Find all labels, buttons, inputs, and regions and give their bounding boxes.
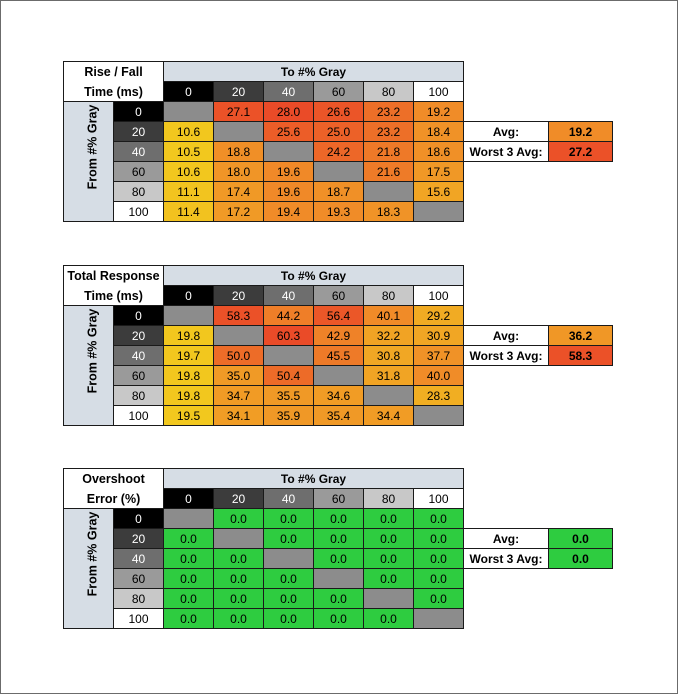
data-cell: 18.8 [213,141,264,162]
data-cell: 27.1 [213,101,264,122]
x-axis-header: To #% Gray [163,468,464,489]
data-cell: 0.0 [413,508,464,529]
table-title [63,61,164,102]
stat-value: 27.2 [548,141,613,162]
data-cell: 30.9 [413,325,464,346]
stat-value: 19.2 [548,121,613,142]
data-cell: 34.4 [363,405,414,426]
data-cell: 0.0 [263,588,314,609]
empty-diagonal-cell [413,608,464,629]
column-header: 0 [163,81,214,102]
row-header: 80 [113,385,164,406]
table-title [63,468,164,509]
row-header: 40 [113,345,164,366]
stat-label: Worst 3 Avg: [463,141,549,162]
data-cell: 0.0 [363,548,414,569]
y-axis-band [63,305,114,426]
y-axis-band [63,101,114,222]
data-cell: 0.0 [363,528,414,549]
data-cell: 37.7 [413,345,464,366]
data-cell: 0.0 [363,508,414,529]
data-cell: 0.0 [163,528,214,549]
data-cell: 0.0 [413,548,464,569]
y-axis-header: From #% Gray [85,511,100,597]
title-line-2: Error (%) [86,491,141,506]
data-cell: 0.0 [163,548,214,569]
row-header: 60 [113,365,164,386]
empty-diagonal-cell [263,548,314,569]
data-cell: 11.1 [163,181,214,202]
data-cell: 0.0 [163,588,214,609]
data-cell: 25.0 [313,121,364,142]
empty-diagonal-cell [413,405,464,426]
data-cell: 10.6 [163,121,214,142]
stat-label: Avg: [463,528,549,549]
empty-diagonal-cell [363,385,414,406]
data-cell: 19.2 [413,101,464,122]
data-cell: 0.0 [313,608,364,629]
row-header: 0 [113,101,164,122]
title-line-1: Overshoot [82,471,145,486]
data-cell: 18.0 [213,161,264,182]
column-header: 40 [263,81,314,102]
data-cell: 21.6 [363,161,414,182]
row-header: 100 [113,608,164,629]
data-cell: 50.0 [213,345,264,366]
data-cell: 0.0 [413,588,464,609]
data-cell: 29.2 [413,305,464,326]
data-cell: 18.4 [413,121,464,142]
data-cell: 0.0 [313,528,364,549]
x-axis-header: To #% Gray [163,61,464,82]
row-header: 40 [113,141,164,162]
data-cell: 28.0 [263,101,314,122]
data-cell: 42.9 [313,325,364,346]
column-header: 60 [313,81,364,102]
data-cell: 34.6 [313,385,364,406]
column-header: 20 [213,81,264,102]
y-axis-header: From #% Gray [85,308,100,394]
data-cell: 0.0 [413,528,464,549]
row-header: 100 [113,201,164,222]
row-header: 60 [113,568,164,589]
y-axis-band [63,508,114,629]
data-cell: 18.7 [313,181,364,202]
column-header: 60 [313,488,364,509]
data-cell: 0.0 [263,608,314,629]
data-cell: 0.0 [313,588,364,609]
stat-label: Avg: [463,325,549,346]
data-cell: 19.7 [163,345,214,366]
data-cell: 0.0 [213,568,264,589]
data-cell: 19.8 [163,385,214,406]
data-cell: 19.4 [263,201,314,222]
empty-diagonal-cell [213,528,264,549]
data-cell: 40.0 [413,365,464,386]
data-cell: 21.8 [363,141,414,162]
empty-diagonal-cell [313,365,364,386]
data-cell: 35.4 [313,405,364,426]
data-cell: 0.0 [263,508,314,529]
data-cell: 28.3 [413,385,464,406]
stat-label: Avg: [463,121,549,142]
data-cell: 11.4 [163,201,214,222]
column-header: 20 [213,488,264,509]
stat-value: 58.3 [548,345,613,366]
data-cell: 0.0 [363,568,414,589]
column-header: 40 [263,285,314,306]
row-header: 100 [113,405,164,426]
title-line-2: Time (ms) [84,288,143,303]
stat-value: 0.0 [548,528,613,549]
data-cell: 32.2 [363,325,414,346]
data-cell: 0.0 [213,588,264,609]
data-cell: 0.0 [163,568,214,589]
column-header: 80 [363,488,414,509]
data-cell: 19.5 [163,405,214,426]
data-cell: 26.6 [313,101,364,122]
data-cell: 34.1 [213,405,264,426]
data-cell: 19.6 [263,181,314,202]
empty-diagonal-cell [363,588,414,609]
x-axis-header: To #% Gray [163,265,464,286]
row-header: 0 [113,305,164,326]
data-cell: 34.7 [213,385,264,406]
data-cell: 0.0 [263,528,314,549]
stat-value: 36.2 [548,325,613,346]
column-header: 20 [213,285,264,306]
data-cell: 17.2 [213,201,264,222]
y-axis-header: From #% Gray [85,104,100,190]
data-cell: 45.5 [313,345,364,366]
data-cell: 30.8 [363,345,414,366]
data-cell: 0.0 [263,568,314,589]
empty-diagonal-cell [213,325,264,346]
stat-label: Worst 3 Avg: [463,345,549,366]
empty-diagonal-cell [263,345,314,366]
data-cell: 35.9 [263,405,314,426]
data-cell: 19.8 [163,365,214,386]
column-header: 80 [363,81,414,102]
data-cell: 25.6 [263,121,314,142]
row-header: 0 [113,508,164,529]
data-cell: 35.0 [213,365,264,386]
column-header: 40 [263,488,314,509]
column-header: 0 [163,285,214,306]
data-cell: 17.5 [413,161,464,182]
data-cell: 18.3 [363,201,414,222]
data-cell: 23.2 [363,101,414,122]
row-header: 80 [113,181,164,202]
data-cell: 0.0 [313,548,364,569]
data-cell: 60.3 [263,325,314,346]
row-header: 20 [113,325,164,346]
title-line-1: Rise / Fall [84,64,143,79]
empty-diagonal-cell [263,141,314,162]
stat-value: 0.0 [548,548,613,569]
data-cell: 56.4 [313,305,364,326]
row-header: 60 [113,161,164,182]
empty-diagonal-cell [363,181,414,202]
row-header: 80 [113,588,164,609]
title-line-1: Total Response [67,268,160,283]
data-cell: 0.0 [363,608,414,629]
empty-diagonal-cell [213,121,264,142]
data-cell: 0.0 [213,608,264,629]
table-title [63,265,164,306]
data-cell: 44.2 [263,305,314,326]
empty-diagonal-cell [163,101,214,122]
data-cell: 0.0 [213,508,264,529]
data-cell: 24.2 [313,141,364,162]
data-cell: 23.2 [363,121,414,142]
empty-diagonal-cell [163,305,214,326]
data-cell: 19.8 [163,325,214,346]
data-cell: 18.6 [413,141,464,162]
data-cell: 15.6 [413,181,464,202]
data-cell: 50.4 [263,365,314,386]
column-header: 100 [413,81,464,102]
column-header: 100 [413,285,464,306]
column-header: 80 [363,285,414,306]
data-cell: 17.4 [213,181,264,202]
data-cell: 10.5 [163,141,214,162]
data-cell: 58.3 [213,305,264,326]
data-cell: 40.1 [363,305,414,326]
data-cell: 10.6 [163,161,214,182]
empty-diagonal-cell [313,568,364,589]
empty-diagonal-cell [313,161,364,182]
row-header: 20 [113,121,164,142]
column-header: 100 [413,488,464,509]
data-cell: 19.6 [263,161,314,182]
empty-diagonal-cell [163,508,214,529]
column-header: 60 [313,285,364,306]
data-cell: 0.0 [163,608,214,629]
data-cell: 0.0 [213,548,264,569]
data-cell: 0.0 [413,568,464,589]
column-header: 0 [163,488,214,509]
row-header: 20 [113,528,164,549]
data-cell: 31.8 [363,365,414,386]
title-line-2: Time (ms) [84,84,143,99]
row-header: 40 [113,548,164,569]
data-cell: 35.5 [263,385,314,406]
data-cell: 19.3 [313,201,364,222]
empty-diagonal-cell [413,201,464,222]
data-cell: 0.0 [313,508,364,529]
stat-label: Worst 3 Avg: [463,548,549,569]
